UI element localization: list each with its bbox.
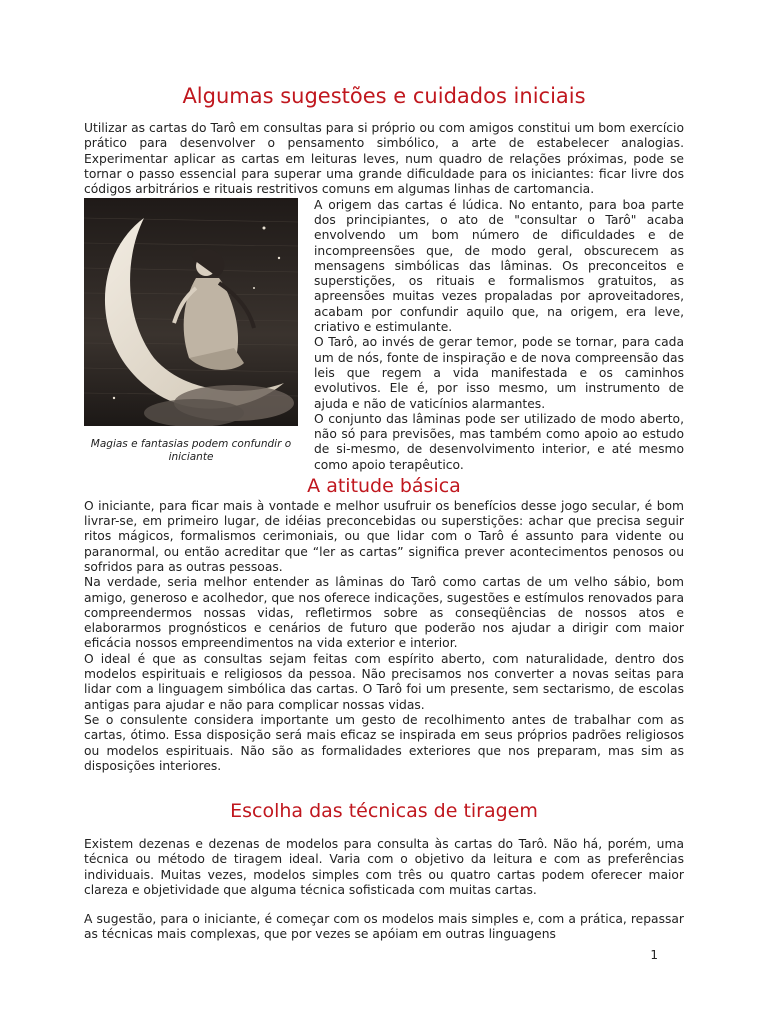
intro-paragraph: Utilizar as cartas do Tarô em consultas para si próprio ou com amigos constitui um bom exercício prático para desenvolver o pensamento simbólico, a arte de estabelecer analogias. Experimentar aplicar as cartas em leituras leves, num quadro de relações próximas, pode se tornar o passo essencial para superar uma grande dificuldade para os iniciantes: ficar livre dos códigos arbitrários e rituais restritivos comuns em algumas linhas de cartomancia.	[84, 121, 684, 197]
section-title-basic-attitude: A atitude básica	[307, 475, 461, 498]
figure	[84, 198, 298, 464]
beginner-paragraph: O iniciante, para ficar mais à vontade e melhor usufruir os benefícios desse jogo secular, é bom livrar-se, em primeiro lugar, de idéias preconcebidas ou superstições: achar que precisa seguir ritos mágicos, formalismos cerimoniais, ou que lidar com o Tarô é assunto para vidente ou paranormal, ou então acreditar que “ler as cartas” significa prever acontecimentos penosos ou sofridos para as outras pessoas.	[84, 498, 684, 574]
origin-paragraph: A origem das cartas é lúdica. No entanto, para boa parte dos principiantes, o ato de "consultar o Tarô" acaba envolvendo um bom número de dificuldades e de incompreensões que, de modo geral, obscurecem as mensagens simbólicas das lâminas. Os preconceitos e superstições, os rituais e formalismos gratuitos, as apreensões muitas vezes propaladas por aproveitadores, acabam por confundir aquilo que, na origem, era leve, criativo e estimulante.	[314, 197, 684, 335]
open-spirit-paragraph: O ideal é que as consultas sejam feitas com espírito aberto, com naturalidade, dentro dos modelos espirituais e religiosos da pessoa. Não precisamos nos converter a novas seitas para lidar com a linguagem simbólica das cartas. O Tarô foi um presente, sem sectarismo, de escolas antigas para ajudar e não para complicar nossas vidas.	[84, 651, 684, 712]
document-page	[84, 84, 684, 943]
section-title-suggestions: Algumas sugestões e cuidados iniciais	[182, 84, 586, 108]
recollection-paragraph: Se o consulente considera importante um gesto de recolhimento antes de trabalhar com as cartas, ótimo. Essa disposição será mais eficaz se inspirada em seus próprios padrões religiosos ou modelos espirituais. Não são as formalidades exteriores que nos preparam, mas sim as disposições interiores.	[84, 712, 684, 773]
models-paragraph: Existem dezenas e dezenas de modelos para consulta às cartas do Tarô. Não há, porém, uma técnica ou método de tiragem ideal. Varia com o objetivo da leitura e com as preferências individuais. Muitas vezes, modelos simples com três ou quatro cartas podem oferecer maior clareza e objetividade que alguma técnica sofisticada com muitas cartas.	[84, 836, 684, 897]
wise-friend-paragraph: Na verdade, seria melhor entender as lâminas do Tarô como cartas de um velho sábio, bom amigo, generoso e acolhedor, que nos oferece indicações, sugestões e estímulos renovados para compreendermos nossas vidas, refletirmos sobre as conseqüências de nossos atos e elaborarmos prognósticos e cenários de futuro que poderão nos ajudar a dirigir com maior eficácia nossos empreendimentos na vida exterior e interior.	[84, 575, 684, 651]
suggestion-paragraph: A sugestão, para o iniciante, é começar com os modelos mais simples e, com a prática, repassar as técnicas mais complexas, que por vezes se apóiam em outras linguagens	[84, 912, 684, 942]
figure-text-block	[84, 198, 684, 473]
taro-inspiration-paragraph: O Tarô, ao invés de gerar temor, pode se tornar, para cada um de nós, fonte de inspiração e de nova compreensão das leis que regem a vida manifestada e os caminhos evolutivos. Ele é, por isso mesmo, um instrumento de ajuda e não de vaticínios alarmantes.	[314, 335, 684, 411]
moon-woman-engraving	[84, 198, 298, 426]
figure-caption: Magias e fantasias podem confundir o iniciante	[90, 437, 292, 463]
open-use-paragraph: O conjunto das lâminas pode ser utilizado de modo aberto, não só para previsões, mas também como apoio ao estudo de si-mesmo, de desenvolvimento interior, e até mesmo como apoio terapêutico.	[314, 411, 684, 472]
section-title-techniques: Escolha das técnicas de tiragem	[230, 800, 538, 823]
page-number: 1	[650, 948, 658, 962]
